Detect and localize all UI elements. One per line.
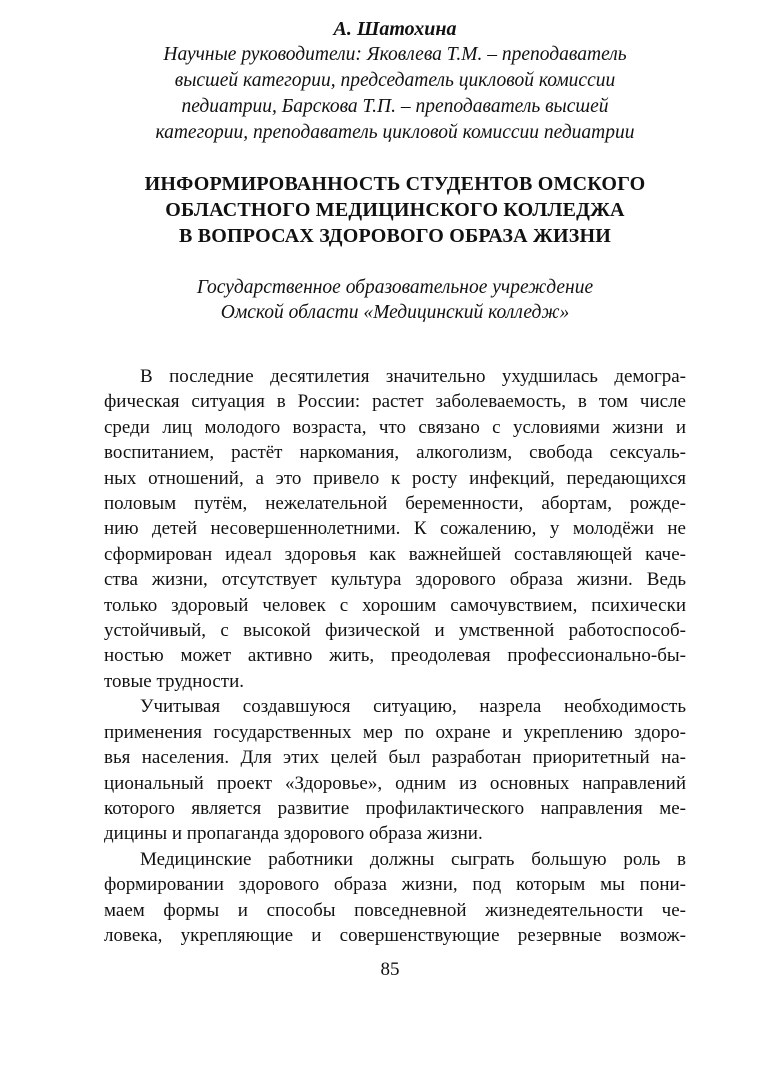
page-number: 85 (380, 959, 400, 980)
supervisors-line: категории, преподаватель цикловой комиссии педиатрии (155, 122, 635, 143)
title-line: ИНФОРМИРОВАННОСТЬ СТУДЕНТОВ ОМСКОГО (144, 173, 646, 195)
title-line: ОБЛАСТНОГО МЕДИЦИНСКОГО КОЛЛЕДЖА (165, 199, 625, 221)
text-line: которого является развитие профилактического направления ме- (104, 797, 686, 819)
text-line: вья населения. Для этих целей был разработан приоритетный на- (104, 747, 686, 769)
text-line: ства жизни, отсутствует культура здорового образа жизни. Ведь (104, 569, 686, 591)
supervisors-block (104, 42, 686, 146)
text-line: ностью может активно жить, преодолевая профессионально-бы- (104, 645, 686, 667)
article-body (104, 364, 686, 948)
paragraph-2 (104, 694, 686, 846)
text-line: ловека, укрепляющие и совершенствующие резервные возмож- (104, 924, 686, 946)
text-line: нию детей несовершеннолетними. К сожалению, у молодёжи не (104, 518, 686, 540)
paragraph-3 (104, 847, 686, 949)
supervisors-line: педиатрии, Барскова Т.П. – преподаватель высшей (181, 96, 609, 117)
document-page (104, 16, 686, 948)
text-line: применения государственных мер по охране и укреплению здоро- (104, 721, 686, 743)
text-line: дицины и пропаганда здорового образа жизни. (104, 823, 483, 845)
text-line: Учитывая создавшуюся ситуацию, назрела необходимость (140, 696, 686, 718)
supervisors-line: высшей категории, председатель цикловой комиссии (174, 70, 616, 91)
institution-block (104, 275, 686, 325)
text-line: только здоровый человек с хорошим самочувствием, психически (104, 594, 686, 616)
text-line: формировании здорового образа жизни, под которым мы пони- (104, 874, 686, 896)
text-line: циональный проект «Здоровье», одним из основных направлений (104, 772, 686, 794)
paragraph-1 (104, 364, 686, 694)
text-line: В последние десятилетия значительно ухудшилась демогра- (140, 366, 686, 387)
text-line: воспитанием, растёт наркомания, алкоголизм, свобода сексуаль- (104, 442, 686, 464)
text-line: устойчивый, с высокой физической и умственной работоспособ- (104, 620, 686, 642)
text-line: Медицинские работники должны сыграть большую роль в (140, 848, 686, 870)
text-line: маем формы и способы повседневной жизнедеятельности че- (104, 899, 686, 921)
institution-line: Государственное образовательное учреждение (196, 277, 594, 298)
title-line: В ВОПРОСАХ ЗДОРОВОГО ОБРАЗА ЖИЗНИ (178, 225, 611, 247)
text-line: сформирован идеал здоровья как важнейшей составляющей каче- (104, 543, 686, 565)
text-line: среди лиц молодого возраста, что связано с условиями жизни и (104, 416, 686, 438)
text-line: половым путём, нежелательной беременности, абортам, рожде- (104, 493, 686, 515)
article-title (104, 171, 686, 249)
text-line: фическая ситуация в России: растет заболеваемость, в том числе (104, 391, 686, 413)
text-line: ных отношений, а это привело к росту инфекций, передающихся (104, 467, 686, 489)
author-name: А. Шатохина (333, 18, 457, 40)
text-line: товые трудности. (104, 670, 245, 692)
supervisors-line: Научные руководители: Яковлева Т.М. – преподаватель (163, 44, 627, 65)
institution-line: Омской области «Медицинский колледж» (220, 302, 570, 323)
